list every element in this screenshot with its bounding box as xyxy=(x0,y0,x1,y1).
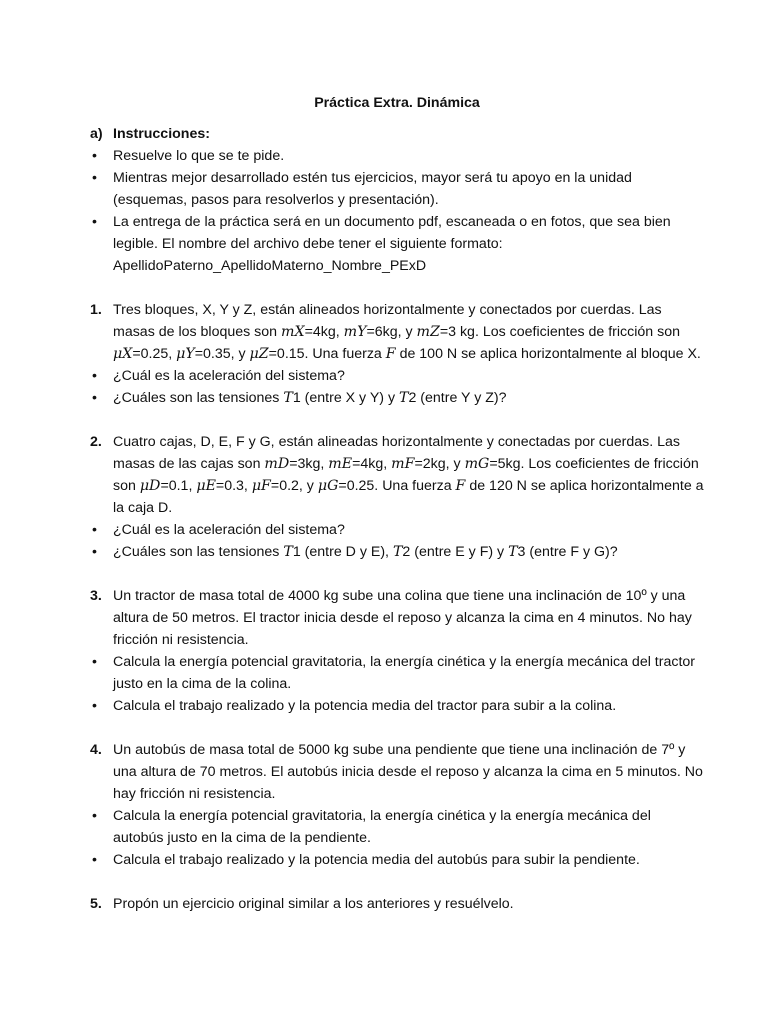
text-run: 3 (entre F y G)? xyxy=(517,544,618,560)
math-symbol: T xyxy=(283,544,293,560)
text-run: =4kg, xyxy=(304,324,344,340)
problem-statement xyxy=(113,893,704,915)
bullet-icon: • xyxy=(92,390,97,406)
spacer xyxy=(90,563,704,585)
question-text xyxy=(113,805,704,849)
problem-question xyxy=(90,387,704,409)
problem-question xyxy=(90,651,704,695)
problem-number: 1. xyxy=(90,302,102,318)
spacer xyxy=(90,409,704,431)
instruction-text-block xyxy=(113,211,704,277)
problem-number: 4. xyxy=(90,742,102,758)
problem-statement xyxy=(113,431,704,519)
math-symbol: μY xyxy=(176,346,195,362)
math-symbol: μX xyxy=(113,346,133,362)
text-run: de 100 N se aplica horizontalmente al bloque X. xyxy=(395,346,701,362)
question-text xyxy=(113,695,704,717)
math-symbol: mD xyxy=(264,456,290,472)
text-run: =0.25. Una fuerza xyxy=(338,478,456,494)
problem-number: 2. xyxy=(90,434,102,450)
math-symbol: T xyxy=(392,544,403,560)
text-run: =0.1, xyxy=(160,478,197,494)
section-marker: a) xyxy=(90,126,103,142)
problem-statement xyxy=(113,585,704,651)
text-run: Cuatro cajas, D, E, F y G, están alineadas horizontalmente y conectadas por cuerdas. Las masas de las cajas son xyxy=(113,434,681,472)
text-run: =0.3, xyxy=(215,478,252,494)
instruction-text: Resuelve lo que se te pide. xyxy=(113,148,285,164)
question-text xyxy=(113,365,704,387)
problem-question xyxy=(90,365,704,387)
text-run: de 120 N se aplica horizontalmente a la caja D. xyxy=(113,478,704,516)
bullet-icon: • xyxy=(92,698,97,714)
instruction-item xyxy=(90,167,704,211)
text-run: =6kg, y xyxy=(366,324,417,340)
text-run: =2kg, y xyxy=(414,456,465,472)
bullet-icon: • xyxy=(92,852,97,868)
text-run: =0.25, xyxy=(132,346,177,362)
bullet-icon: • xyxy=(92,170,97,186)
text-run: =3kg, xyxy=(289,456,329,472)
bullet-icon: • xyxy=(92,148,97,164)
problem-question xyxy=(90,695,704,717)
math-symbol: mF xyxy=(391,456,415,472)
math-symbol: mZ xyxy=(416,324,440,340)
text-run: =0.15. Una fuerza xyxy=(268,346,386,362)
problem-number: 5. xyxy=(90,896,102,912)
math-symbol: μD xyxy=(139,478,161,494)
math-symbol: μG xyxy=(317,478,339,494)
text-run: 2 (entre E y F) y xyxy=(402,544,509,560)
math-symbol: mX xyxy=(281,324,305,340)
question-text xyxy=(113,387,704,409)
text-run: =5kg. Los coeficientes de fricción son xyxy=(113,456,699,494)
problem-2 xyxy=(90,431,704,519)
instructions-heading-row xyxy=(90,123,704,145)
text-run: 1 (entre X y Y) y xyxy=(292,390,399,406)
problem-question xyxy=(90,805,704,849)
math-symbol: F xyxy=(385,346,396,362)
text-run: ¿Cuáles son las tensiones xyxy=(113,390,284,406)
bullet-icon: • xyxy=(92,654,97,670)
problem-question xyxy=(90,541,704,563)
problem-4 xyxy=(90,739,704,805)
text-run: Calcula la energía potencial gravitatoria, la energía cinética y la energía mecánica del tractor justo en la cima de la colina. xyxy=(113,654,696,692)
problem-statement xyxy=(113,739,704,805)
text-run: ¿Cuáles son las tensiones xyxy=(113,544,284,560)
problem-statement xyxy=(113,299,704,365)
problem-question xyxy=(90,849,704,871)
text-run: Calcula la energía potencial gravitatoria, la energía cinética y la energía mecánica del autobús justo en la cima de la pendiente. xyxy=(113,808,651,846)
math-symbol: F xyxy=(455,478,466,494)
instructions-heading: Instrucciones: xyxy=(113,126,210,142)
problem-3 xyxy=(90,585,704,651)
bullet-icon: • xyxy=(92,544,97,560)
document-title: Práctica Extra. Dinámica xyxy=(314,95,480,111)
text-run: 2 (entre Y y Z)? xyxy=(408,390,507,406)
problem-1 xyxy=(90,299,704,365)
math-symbol: μF xyxy=(251,478,271,494)
instruction-item xyxy=(90,145,704,167)
math-symbol: mY xyxy=(343,324,367,340)
bullet-icon: • xyxy=(92,214,97,230)
text-run: =0.2, y xyxy=(270,478,318,494)
spacer xyxy=(90,871,704,893)
filename-format: ApellidoPaterno_ApellidoMaterno_Nombre_PExD xyxy=(113,258,427,274)
bullet-icon: • xyxy=(92,368,97,384)
text-run: 1 (entre D y E), xyxy=(292,544,393,560)
question-text xyxy=(113,651,704,695)
text-run: Calcula el trabajo realizado y la potencia media del autobús para subir la pendiente. xyxy=(113,852,640,868)
text-run: =0.35, y xyxy=(194,346,250,362)
problem-number: 3. xyxy=(90,588,102,604)
text-run: Calcula el trabajo realizado y la potencia media del tractor para subir a la colina. xyxy=(113,698,617,714)
text-run: ¿Cuál es la aceleración del sistema? xyxy=(113,368,345,384)
text-run: Un tractor de masa total de 4000 kg sube una colina que tiene una inclinación de 10º y una altura de 50 metros. El tractor inicia desde el reposo y alcanza la cima en 4 minutos. No hay fricción ni resistencia. xyxy=(113,588,692,648)
math-symbol: T xyxy=(399,390,409,406)
problem-5 xyxy=(90,893,704,915)
problem-list xyxy=(90,277,704,915)
problem-question xyxy=(90,519,704,541)
text-run: Un autobús de masa total de 5000 kg sube una pendiente que tiene una inclinación de 7º y una altura de 70 metros. El autobús inicia desde el reposo y alcanza la cima en 5 minutos. No hay fricción ni resistencia. xyxy=(113,742,703,802)
math-symbol: T xyxy=(283,390,293,406)
bullet-icon: • xyxy=(92,522,97,538)
math-symbol: mE xyxy=(328,456,353,472)
text-run: =4kg, xyxy=(352,456,392,472)
text-run: Propón un ejercicio original similar a los anteriores y resuélvelo. xyxy=(113,896,514,912)
spacer xyxy=(90,717,704,739)
bullet-icon: • xyxy=(92,808,97,824)
question-text xyxy=(113,849,704,871)
text-run: ¿Cuál es la aceleración del sistema? xyxy=(113,522,345,538)
math-symbol: μE xyxy=(196,478,216,494)
math-symbol: T xyxy=(508,544,518,560)
math-symbol: μZ xyxy=(249,346,269,362)
instruction-text: Mientras mejor desarrollado estén tus ejercicios, mayor será tu apoyo en la unidad (esquemas, pasos para resolverlos y presentación). xyxy=(113,170,632,208)
text-run: Tres bloques, X, Y y Z, están alineados horizontalmente y conectados por cuerdas. Las masas de los bloques son xyxy=(113,302,662,340)
instruction-text: La entrega de la práctica será en un documento pdf, escaneada o en fotos, que sea bien legible. El nombre del archivo debe tener el siguiente formato: xyxy=(113,214,671,252)
instruction-item xyxy=(90,211,704,277)
text-run: =3 kg. Los coeficientes de fricción son xyxy=(439,324,680,340)
math-symbol: mG xyxy=(464,456,490,472)
question-text xyxy=(113,541,704,563)
question-text xyxy=(113,519,704,541)
spacer xyxy=(90,277,704,299)
